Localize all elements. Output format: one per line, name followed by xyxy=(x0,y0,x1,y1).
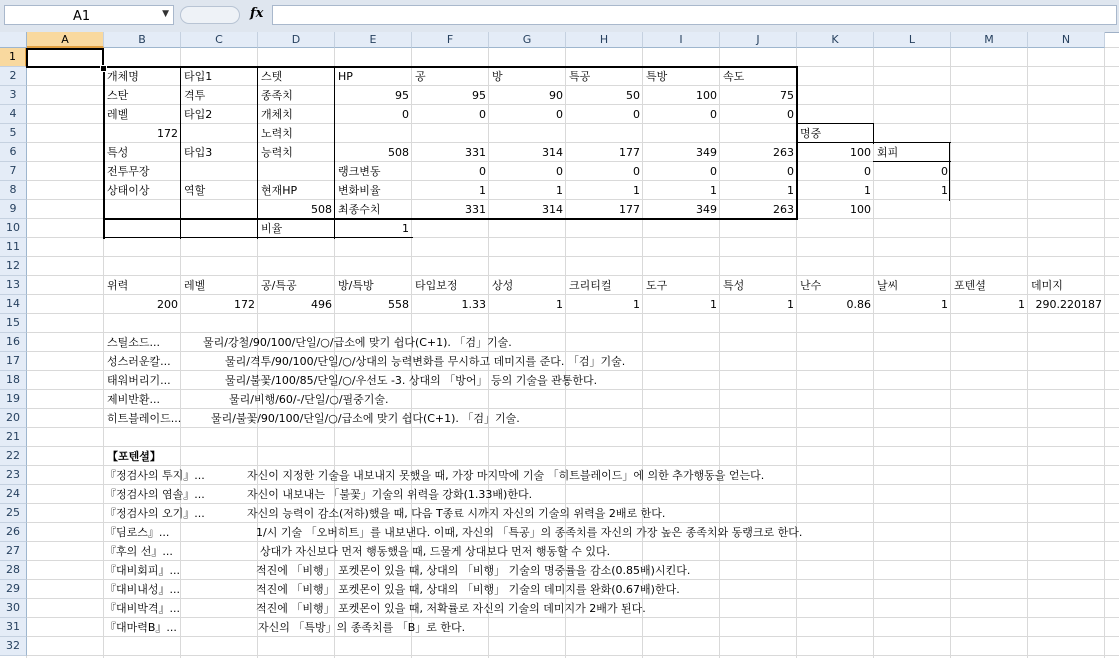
potential-description[interactable]: 적진에 「비행」 포켓몬이 있을 때, 상대의 「비행」 기술의 데미지를 완화(0.67배)한다. xyxy=(256,583,680,596)
cell-j13[interactable]: 특성 xyxy=(723,279,745,292)
cell-m13[interactable]: 포텐셜 xyxy=(954,279,986,292)
cell-l8[interactable]: 1 xyxy=(941,184,948,197)
cell-l7[interactable]: 0 xyxy=(941,165,948,178)
cell-c13[interactable]: 레벨 xyxy=(184,279,206,292)
column-header-M[interactable]: M xyxy=(951,32,1028,48)
cell-j7[interactable]: 0 xyxy=(787,165,794,178)
table-border xyxy=(797,142,951,143)
cell-h13[interactable]: 크리티컬 xyxy=(569,279,612,292)
table-border xyxy=(873,124,874,144)
cell-b13[interactable]: 위력 xyxy=(107,279,129,292)
move-description[interactable]: 물리/불꽃/100/85/단일/○/우선도 -3. 상대의 「방어」 등의 기술을 관통한다. xyxy=(225,374,598,387)
cell-e7[interactable]: 랭크변동 xyxy=(338,165,381,178)
gridline-vertical xyxy=(1027,48,1028,658)
cell-l14[interactable]: 1 xyxy=(941,298,948,311)
column-header-A[interactable]: A xyxy=(27,32,104,48)
potential-description[interactable]: 1/시 기술 「오버히트」를 내보낸다. 이때, 자신의 「특공」의 종족치를 자신의 가장 높은 종족치와 동랭크로 한다. xyxy=(256,526,803,539)
row-header-14[interactable]: 14 xyxy=(0,295,27,314)
cell-f2[interactable]: 공 xyxy=(415,70,426,83)
cell-k8[interactable]: 1 xyxy=(864,184,871,197)
cell-g4[interactable]: 0 xyxy=(556,108,563,121)
cell-e9[interactable]: 최종수치 xyxy=(338,203,381,216)
potential-description[interactable]: 상대가 자신보다 먼저 행동했을 때, 드물게 상대보다 먼저 행동할 수 있다. xyxy=(260,545,611,558)
cell-e8[interactable]: 변화비율 xyxy=(338,184,381,197)
row-header-32[interactable]: 32 xyxy=(0,637,27,656)
cell-c3[interactable]: 격투 xyxy=(184,89,206,102)
cell-b14[interactable]: 200 xyxy=(157,298,178,311)
active-cell-selection[interactable] xyxy=(26,48,104,68)
table-border xyxy=(797,123,874,124)
cell-i4[interactable]: 0 xyxy=(710,108,717,121)
row-header-30[interactable]: 30 xyxy=(0,599,27,618)
table-border xyxy=(180,67,181,239)
gridline-horizontal xyxy=(27,655,1119,656)
cell-i3[interactable]: 100 xyxy=(696,89,717,102)
cell-i14[interactable]: 1 xyxy=(710,298,717,311)
gridline-horizontal xyxy=(27,446,1119,447)
cell-d6[interactable]: 능력치 xyxy=(261,146,293,159)
cell-j4[interactable]: 0 xyxy=(787,108,794,121)
potential-name[interactable]: 『정검사의 투지』... xyxy=(105,469,205,482)
table-border xyxy=(873,161,951,162)
potential-description[interactable]: 적진에 「비행」 포켓몬이 있을 때, 저확률로 자신의 기술의 데미지가 2배가 된다. xyxy=(256,602,646,615)
cell-g9[interactable]: 314 xyxy=(542,203,563,216)
cell-g7[interactable]: 0 xyxy=(556,165,563,178)
column-header-E[interactable]: E xyxy=(335,32,412,48)
cell-b8[interactable]: 상태이상 xyxy=(107,184,150,197)
gridline-horizontal xyxy=(27,427,1119,428)
cell-j9[interactable]: 263 xyxy=(773,203,794,216)
potential-name[interactable]: 『정검사의 염솔』... xyxy=(105,488,205,501)
column-header-I[interactable]: I xyxy=(643,32,720,48)
row-header-22[interactable]: 22 xyxy=(0,447,27,466)
row-header-6[interactable]: 6 xyxy=(0,143,27,162)
cell-c2[interactable]: 타입1 xyxy=(184,70,213,83)
column-header-G[interactable]: G xyxy=(489,32,566,48)
move-name[interactable]: 히트블레이드... xyxy=(107,412,182,425)
cell-d10[interactable]: 비율 xyxy=(261,222,283,235)
cell-e6[interactable]: 508 xyxy=(388,146,409,159)
cell-d2[interactable]: 스텟 xyxy=(261,70,283,83)
row-header-3[interactable]: 3 xyxy=(0,86,27,105)
cell-c8[interactable]: 역할 xyxy=(184,184,206,197)
cell-b5[interactable]: 172 xyxy=(157,127,178,140)
column-header-J[interactable]: J xyxy=(720,32,797,48)
cell-d3[interactable]: 종족치 xyxy=(261,89,293,102)
cell-h14[interactable]: 1 xyxy=(633,298,640,311)
cell-i2[interactable]: 특방 xyxy=(646,70,668,83)
table-border xyxy=(334,67,335,239)
row-header-8[interactable]: 8 xyxy=(0,181,27,200)
cell-g13[interactable]: 상성 xyxy=(492,279,514,292)
cell-f8[interactable]: 1 xyxy=(479,184,486,197)
cell-d13[interactable]: 공/특공 xyxy=(261,279,297,292)
cell-d4[interactable]: 개체치 xyxy=(261,108,293,121)
potential-description[interactable]: 자신의 능력이 감소(저하)했을 때, 다음 T종료 시까지 자신의 기술의 위력을 2배로 한다. xyxy=(247,507,666,520)
cell-h2[interactable]: 특공 xyxy=(569,70,591,83)
table-border xyxy=(103,66,105,239)
move-name[interactable]: 스틸소드... xyxy=(107,336,160,349)
potential-description[interactable]: 적진에 「비행」 포켓몬이 있을 때, 상대의 「비행」 기술의 명중률을 감소(0.85배)시킨다. xyxy=(256,564,691,577)
cell-i13[interactable]: 도구 xyxy=(646,279,668,292)
cell-f6[interactable]: 331 xyxy=(465,146,486,159)
column-header-B[interactable]: B xyxy=(104,32,181,48)
column-header-D[interactable]: D xyxy=(258,32,335,48)
cell-b3[interactable]: 스탄 xyxy=(107,89,129,102)
cell-g14[interactable]: 1 xyxy=(556,298,563,311)
cell-b7[interactable]: 전투무장 xyxy=(107,165,150,178)
potential-name[interactable]: 『딤로스』... xyxy=(105,526,170,539)
cell-c6[interactable]: 타입3 xyxy=(184,146,213,159)
cell-g3[interactable]: 90 xyxy=(549,89,563,102)
cell-h8[interactable]: 1 xyxy=(633,184,640,197)
potential-header[interactable]: 【포텐셜】 xyxy=(107,450,161,463)
move-description[interactable]: 물리/격투/90/100/단일/○/상대의 능력변화를 무시하고 데미지를 준다. 「검」기술. xyxy=(225,355,626,368)
row-header-20[interactable]: 20 xyxy=(0,409,27,428)
potential-name[interactable]: 『대비내성』... xyxy=(105,583,180,596)
row-header-29[interactable]: 29 xyxy=(0,580,27,599)
cell-j2[interactable]: 속도 xyxy=(723,70,745,83)
cell-f9[interactable]: 331 xyxy=(465,203,486,216)
potential-name[interactable]: 『대비박격』... xyxy=(105,602,180,615)
move-name[interactable]: 제비반환... xyxy=(107,393,160,406)
cell-h7[interactable]: 0 xyxy=(633,165,640,178)
row-header-5[interactable]: 5 xyxy=(0,124,27,143)
row-header-27[interactable]: 27 xyxy=(0,542,27,561)
name-box-value: A1 xyxy=(73,9,91,24)
cell-l6[interactable]: 회피 xyxy=(877,146,899,159)
row-header-24[interactable]: 24 xyxy=(0,485,27,504)
column-header-F[interactable]: F xyxy=(412,32,489,48)
select-all-corner[interactable] xyxy=(0,32,27,48)
gridline-horizontal xyxy=(27,636,1119,637)
row-header-31[interactable]: 31 xyxy=(0,618,27,637)
cell-k5[interactable]: 명중 xyxy=(800,127,822,140)
cell-f14[interactable]: 1.33 xyxy=(461,298,486,311)
move-description[interactable]: 물리/불꽃/90/100/단일/○/급소에 맞기 쉽다(C+1). 「검」기술. xyxy=(211,412,520,425)
cell-d5[interactable]: 노력치 xyxy=(261,127,293,140)
name-box[interactable] xyxy=(4,5,174,25)
row-header-12[interactable]: 12 xyxy=(0,257,27,276)
cell-f13[interactable]: 타입보정 xyxy=(415,279,458,292)
column-header-C[interactable]: C xyxy=(181,32,258,48)
cell-n13[interactable]: 데미지 xyxy=(1031,279,1063,292)
row-header-13[interactable]: 13 xyxy=(0,276,27,295)
row-header-4[interactable]: 4 xyxy=(0,105,27,124)
table-border xyxy=(257,67,258,239)
cell-d9[interactable]: 508 xyxy=(311,203,332,216)
move-description[interactable]: 물리/강철/90/100/단일/○/급소에 맞기 쉽다(C+1). 「검」기술. xyxy=(203,336,512,349)
row-header-1[interactable]: 1 xyxy=(0,48,27,67)
row-header-16[interactable]: 16 xyxy=(0,333,27,352)
cell-j3[interactable]: 75 xyxy=(780,89,794,102)
cell-e14[interactable]: 558 xyxy=(388,298,409,311)
cell-m14[interactable]: 1 xyxy=(1018,298,1025,311)
potential-name[interactable]: 『대비회피』... xyxy=(105,564,180,577)
formula-bar xyxy=(0,0,1119,33)
gridline-vertical xyxy=(719,48,720,658)
potential-description[interactable]: 자신이 내보내는 「불꽃」기술의 위력을 강화(1.33배)한다. xyxy=(247,488,533,501)
row-header-7[interactable]: 7 xyxy=(0,162,27,181)
cell-d14[interactable]: 496 xyxy=(311,298,332,311)
row-header-28[interactable]: 28 xyxy=(0,561,27,580)
cell-h9[interactable]: 177 xyxy=(619,203,640,216)
row-header-19[interactable]: 19 xyxy=(0,390,27,409)
cell-j14[interactable]: 1 xyxy=(787,298,794,311)
potential-description[interactable]: 자신이 지정한 기술을 내보내지 못했을 때, 가장 마지막에 기술 「히트블레이드」에 의한 추가행동을 얻는다. xyxy=(247,469,765,482)
cell-h3[interactable]: 50 xyxy=(626,89,640,102)
row-header-9[interactable]: 9 xyxy=(0,200,27,219)
potential-name[interactable]: 『정검사의 오기』... xyxy=(105,507,205,520)
table-border xyxy=(103,66,798,68)
row-header-15[interactable]: 15 xyxy=(0,314,27,333)
chevron-down-icon[interactable]: ▼ xyxy=(162,9,169,19)
insert-function-icon[interactable]: fx xyxy=(250,6,264,21)
cell-b4[interactable]: 레벨 xyxy=(107,108,129,121)
cell-k14[interactable]: 0.86 xyxy=(846,298,871,311)
table-border xyxy=(949,162,950,201)
formula-bar-splitter[interactable] xyxy=(180,6,240,24)
row-header-2[interactable]: 2 xyxy=(0,67,27,86)
gridline-horizontal xyxy=(27,408,1119,409)
cell-g8[interactable]: 1 xyxy=(556,184,563,197)
cell-b6[interactable]: 특성 xyxy=(107,146,129,159)
cell-e13[interactable]: 방/특방 xyxy=(338,279,374,292)
fill-handle[interactable] xyxy=(100,65,107,72)
cell-i7[interactable]: 0 xyxy=(710,165,717,178)
cell-d8[interactable]: 현재HP xyxy=(261,184,298,197)
potential-description[interactable]: 자신의 「특방」의 종족치를 「B」로 한다. xyxy=(258,621,466,634)
cell-f3[interactable]: 95 xyxy=(472,89,486,102)
row-header-21[interactable]: 21 xyxy=(0,428,27,447)
cell-e10[interactable]: 1 xyxy=(402,222,409,235)
cell-i9[interactable]: 349 xyxy=(696,203,717,216)
cell-g6[interactable]: 314 xyxy=(542,146,563,159)
cell-c14[interactable]: 172 xyxy=(234,298,255,311)
cell-l13[interactable]: 날씨 xyxy=(877,279,899,292)
cell-f7[interactable]: 0 xyxy=(479,165,486,178)
gridline-horizontal xyxy=(27,256,1119,257)
cell-b2[interactable]: 개체명 xyxy=(107,70,139,83)
formula-input[interactable] xyxy=(272,5,1117,25)
move-description[interactable]: 물리/비행/60/-/단일/○/필중기술. xyxy=(229,393,389,406)
cell-f4[interactable]: 0 xyxy=(479,108,486,121)
cell-k7[interactable]: 0 xyxy=(864,165,871,178)
cell-g2[interactable]: 방 xyxy=(492,70,503,83)
potential-name[interactable]: 『대마력B』... xyxy=(105,621,177,634)
cell-j8[interactable]: 1 xyxy=(787,184,794,197)
table-border xyxy=(103,237,413,238)
cell-k13[interactable]: 난수 xyxy=(800,279,822,292)
spreadsheet-grid[interactable] xyxy=(0,32,1119,658)
row-header-17[interactable]: 17 xyxy=(0,352,27,371)
cell-k9[interactable]: 100 xyxy=(850,203,871,216)
cell-i6[interactable]: 349 xyxy=(696,146,717,159)
row-header-10[interactable]: 10 xyxy=(0,219,27,238)
column-header-K[interactable]: K xyxy=(797,32,874,48)
cell-j6[interactable]: 263 xyxy=(773,146,794,159)
row-header-23[interactable]: 23 xyxy=(0,466,27,485)
cell-e3[interactable]: 95 xyxy=(395,89,409,102)
column-header-N[interactable]: N xyxy=(1028,32,1105,48)
cell-h6[interactable]: 177 xyxy=(619,146,640,159)
row-header-18[interactable]: 18 xyxy=(0,371,27,390)
row-header-26[interactable]: 26 xyxy=(0,523,27,542)
row-header-11[interactable]: 11 xyxy=(0,238,27,257)
cell-e2[interactable]: HP xyxy=(338,70,353,83)
table-border xyxy=(796,66,798,220)
cell-e4[interactable]: 0 xyxy=(402,108,409,121)
cell-h4[interactable]: 0 xyxy=(633,108,640,121)
column-header-H[interactable]: H xyxy=(566,32,643,48)
table-border xyxy=(103,218,798,220)
table-border xyxy=(949,143,950,163)
potential-name[interactable]: 『후의 선』... xyxy=(105,545,173,558)
cell-n14[interactable]: 290.220187 xyxy=(1035,298,1102,311)
column-header-L[interactable]: L xyxy=(874,32,951,48)
gridline-vertical xyxy=(950,48,951,658)
cell-k6[interactable]: 100 xyxy=(850,146,871,159)
move-name[interactable]: 태워버리기... xyxy=(107,374,171,387)
cell-c4[interactable]: 타입2 xyxy=(184,108,213,121)
row-header-25[interactable]: 25 xyxy=(0,504,27,523)
gridline-horizontal xyxy=(27,332,1119,333)
cell-i8[interactable]: 1 xyxy=(710,184,717,197)
move-name[interactable]: 성스러운칼... xyxy=(107,355,171,368)
gridline-vertical xyxy=(1104,48,1105,658)
